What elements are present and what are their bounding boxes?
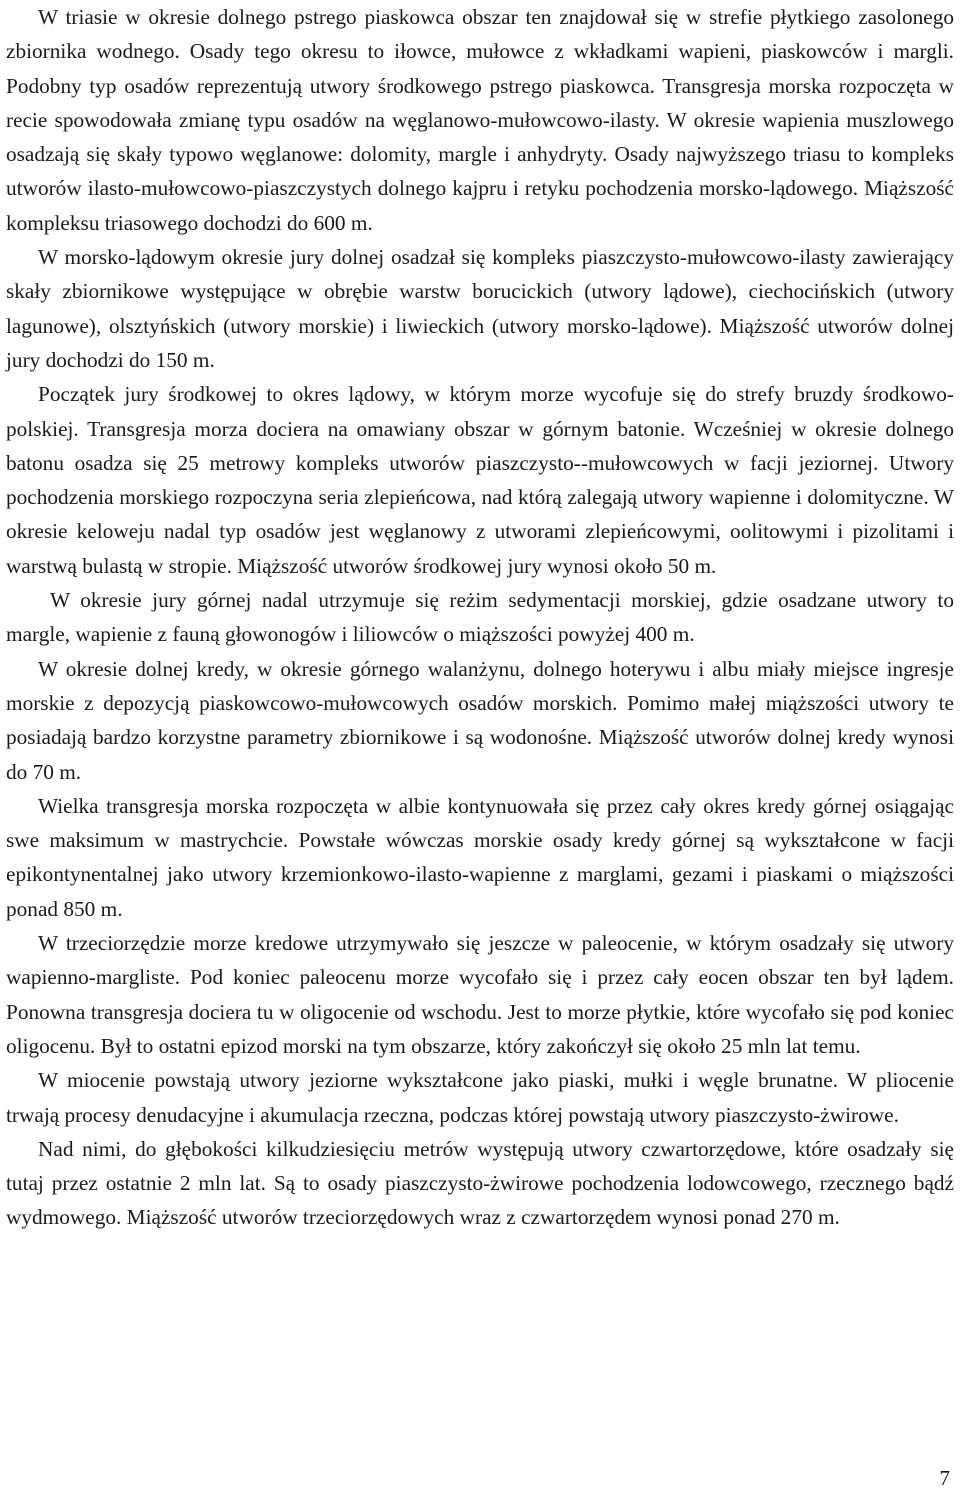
document-body — [6, 0, 954, 1235]
paragraph-trias: W triasie w okresie dolnego pstrego piaskowca obszar ten znajdował się w strefie płytkiego zasolonego zbiornika wodnego. Osady tego okresu to iłowce, mułowce z wkładkami wapieni, piaskowców i margli. Podobny typ osadów reprezentują utwory środkowego pstrego piaskowca. Transgresja morska rozpoczęta w recie spowodowała zmianę typu osadów na węglanowo-mułowcowo-ilasty. W okresie wapienia muszlowego osadzają się skały typowo węglanowe: dolomity, margle i anhydryty. Osady najwyższego triasu to kompleks utworów ilasto-mułowcowo-piaszczystych dolnego kajpru i retyku pochodzenia morsko-lądowego. Miąższość kompleksu triasowego dochodzi do 600 m. — [6, 5, 954, 235]
paragraph-trzeciorzed: W trzeciorzędzie morze kredowe utrzymywało się jeszcze w paleocenie, w którym osadzały się utwory wapienno-margliste. Pod koniec paleocenu morze wycofało się i przez cały eocen obszar ten był lądem. Ponowna transgresja dociera tu w oligocenie od wschodu. Jest to morze płytkie, które wycofało się pod koniec oligocenu. Był to ostatni epizod morski na tym obszarze, który zakończył się około 25 mln lat temu. — [6, 931, 954, 1058]
paragraph-jura-srodkowa: Początek jury środkowej to okres lądowy, w którym morze wycofuje się do strefy bruzdy środkowo-polskiej. Transgresja morza dociera na omawiany obszar w górnym batonie. Wcześniej w okresie dolnego batonu osadza się 25 metrowy kompleks utworów piaszczysto--mułowcowych w facji jeziornej. Utwory pochodzenia morskiego rozpoczyna seria zlepieńcowa, nad którą zalegają utwory wapienne i dolomityczne. W okresie keloweju nadal typ osadów jest węglanowy z utworami zlepieńcowymi, oolitowymi i pizolitami i warstwą bulastą w stropie. Miąższość utworów środkowej jury wynosi około 50 m. — [6, 382, 954, 578]
paragraph-jura-gorna: W okresie jury górnej nadal utrzymuje się reżim sedymentacji morskiej, gdzie osadzane utwory to margle, wapienie z fauną głowonogów i liliowców o miąższości powyżej 400 m. — [6, 588, 954, 647]
page-number: 7 — [939, 1466, 950, 1490]
paragraph-jura-dolna: W morsko-lądowym okresie jury dolnej osadzał się kompleks piaszczysto-mułowcowo-ilasty zawierający skały zbiornikowe występujące w obrębie warstw borucickich (utwory lądowe), ciechocińskich (utwory lagunowe), olsztyńskich (utwory morskie) i liwieckich (utwory morsko-lądowe). Miąższość utworów dolnej jury dochodzi do 150 m. — [6, 245, 954, 372]
paragraph-kreda-gorna: Wielka transgresja morska rozpoczęta w albie kontynuowała się przez cały okres kredy górnej osiągając swe maksimum w mastrychcie. Powstałe wówczas morskie osady kredy górnej są wykształcone w facji epikontynentalnej jako utwory krzemionkowo-ilasto-wapienne z marglami, gezami i piaskami o miąższości ponad 850 m. — [6, 793, 954, 921]
paragraph-kreda-dolna: W okresie dolnej kredy, w okresie górnego walanżynu, dolnego hoterywu i albu miały miejsce ingresje morskie z depozycją piaskowcowo-mułowcowych osadów morskich. Pomimo małej miąższości utwory te posiadają bardzo korzystne parametry zbiornikowe i są wodonośne. Miąższość utworów dolnej kredy wynosi do 70 m. — [6, 656, 954, 784]
paragraph-miocen-pliocen: W miocenie powstają utwory jeziorne wykształcone jako piaski, mułki i węgle brunatne. W pliocenie trwają procesy denudacyjne i akumulacja rzeczna, podczas której powstają utwory piaszczysto-żwirowe. — [6, 1068, 954, 1127]
paragraph-czwartorzed: Nad nimi, do głębokości kilkudziesięciu metrów występują utwory czwartorzędowe, które osadzały się tutaj przez ostatnie 2 mln lat. Są to osady piaszczysto-żwirowe pochodzenia lodowcowego, rzecznego bądź wydmowego. Miąższość utworów trzeciorzędowych wraz z czwartorzędem wynosi ponad 270 m. — [6, 1136, 954, 1230]
